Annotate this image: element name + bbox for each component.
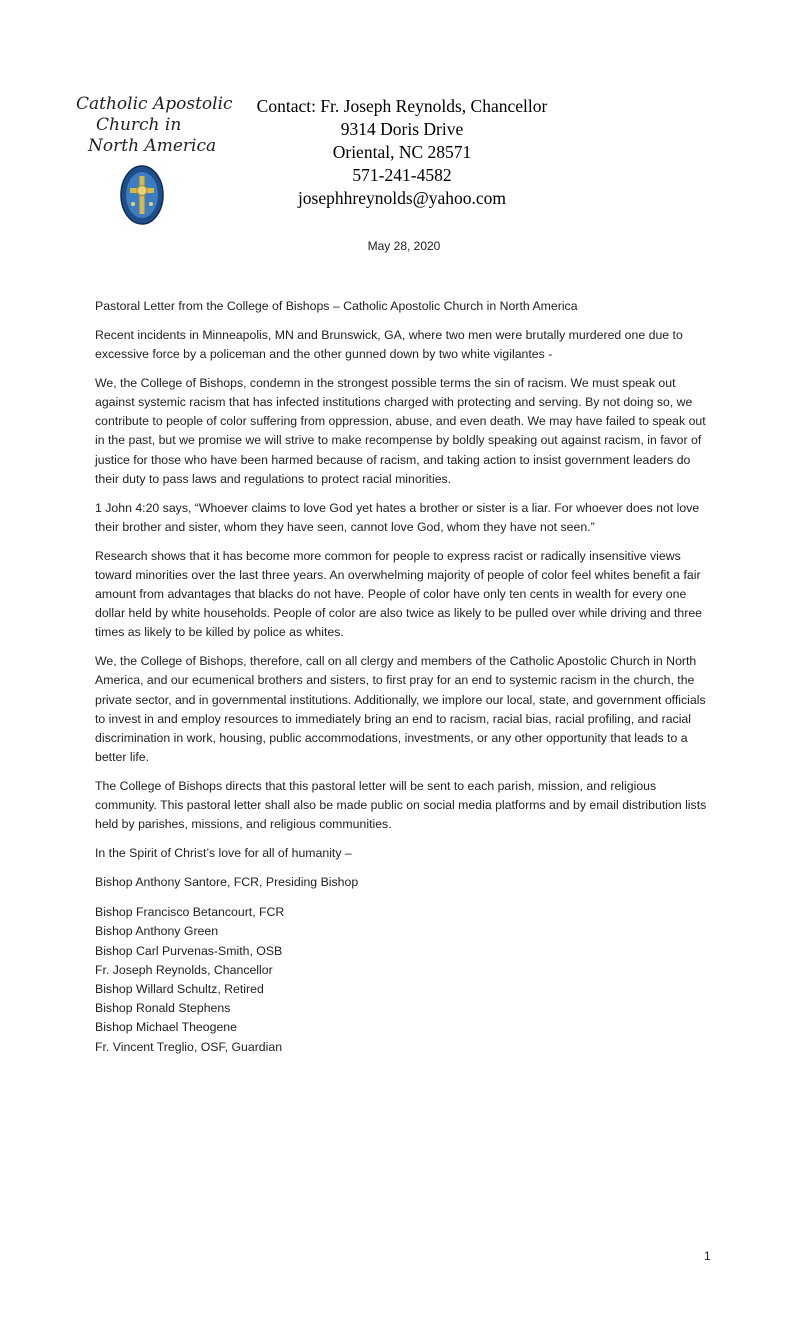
contact-street: 9314 Doris Drive — [340, 119, 464, 139]
signatory: Bishop Ronald Stephens — [95, 1001, 231, 1016]
paragraph-3: 1 John 4:20 says, “Whoever claims to love God yet hates a brother or sister is a liar. For whoever does not love their brother and sister, whom they have seen, cannot love God, whom they have not seen.” — [95, 500, 700, 534]
logo-line-1: Catholic Apostolic — [76, 94, 233, 114]
contact-email[interactable]: josephhreynolds@yahoo.com — [297, 188, 507, 208]
page-number: 1 — [704, 1249, 711, 1263]
logo-wordmark — [74, 94, 233, 157]
presiding-bishop: Bishop Anthony Santore, FCR, Presiding Bishop — [95, 875, 359, 890]
signatory: Bishop Carl Purvenas-Smith, OSB — [95, 943, 283, 958]
letter-body — [95, 297, 717, 1057]
paragraph-2: We, the College of Bishops, condemn in the strongest possible terms the sin of racism. We must speak out against systemic racism that has infected institutions charged with protecting and serving. By not doing so, we contribute to people of color suffering from oppression, abuse, and even death. We may have failed to speak out in the past, but we promise we will strive to make recompense by boldly speaking out against racism, in favor of justice for those who have been harmed because of racism, and taking action to insist government leaders do their duty to pass laws and regulations to protect racial minorities. — [95, 375, 706, 486]
paragraph-6: The College of Bishops directs that this pastoral letter will be sent to each parish, mission, and religious community. This pastoral letter shall also be made public on social media platforms and by email distribution lists held by parishes, missions, and religious communities. — [95, 779, 707, 832]
signatory: Fr. Joseph Reynolds, Chancellor — [95, 962, 273, 977]
signatory: Bishop Willard Schultz, Retired — [95, 982, 264, 997]
logo-line-2: Church in — [96, 115, 182, 135]
signatory: Bishop Michael Theogene — [95, 1020, 237, 1035]
letter-title: Pastoral Letter from the College of Bishops – Catholic Apostolic Church in North America — [95, 299, 578, 313]
paragraph-5: We, the College of Bishops, therefore, call on all clergy and members of the Catholic Apostolic Church in North America, and our ecumenical brothers and sisters, to first pray for an end to systemic racism in the church, the private sector, and in governmental institutions. Additionally, we implore our local, state, and government officials to invest in and employ resources to immediately bring an end to racism, racial bias, racial profiling, and racial discrimination in work, housing, public accommodations, investments, or any other opportunity that leads to a better life. — [95, 654, 706, 765]
contact-name: Contact: Fr. Joseph Reynolds, Chancellor — [256, 96, 548, 116]
signatory: Fr. Vincent Treglio, OSF, Guardian — [95, 1039, 283, 1054]
church-logo — [74, 94, 233, 230]
contact-city: Oriental, NC 28571 — [332, 142, 472, 162]
letter-date: May 28, 2020 — [367, 239, 441, 253]
paragraph-4: Research shows that it has become more common for people to express racist or radically insensitive views toward minorities over the last three years. An overwhelming majority of people of color feel whites benefit a fair amount from advantages that blacks do not have. People of color have only ten cents in wealth for every one dollar held by white households. People of color are also twice as likely to be pulled over while driving and three times as likely to be killed by police as whites. — [95, 548, 702, 640]
closing-line: In the Spirit of Christ’s love for all of humanity – — [95, 846, 352, 861]
church-seal-icon — [119, 164, 165, 226]
signatory: Bishop Anthony Green — [95, 924, 219, 939]
signatory-list — [95, 903, 717, 1057]
paragraph-1: Recent incidents in Minneapolis, MN and Brunswick, GA, where two men were brutally murdered one due to excessive force by a policeman and the other gunned down by two white vigilantes - — [95, 327, 683, 361]
contact-phone: 571-241-4582 — [352, 165, 452, 185]
signatory: Bishop Francisco Betancourt, FCR — [95, 905, 285, 920]
logo-line-3: North America — [88, 136, 217, 156]
contact-block — [222, 95, 582, 210]
